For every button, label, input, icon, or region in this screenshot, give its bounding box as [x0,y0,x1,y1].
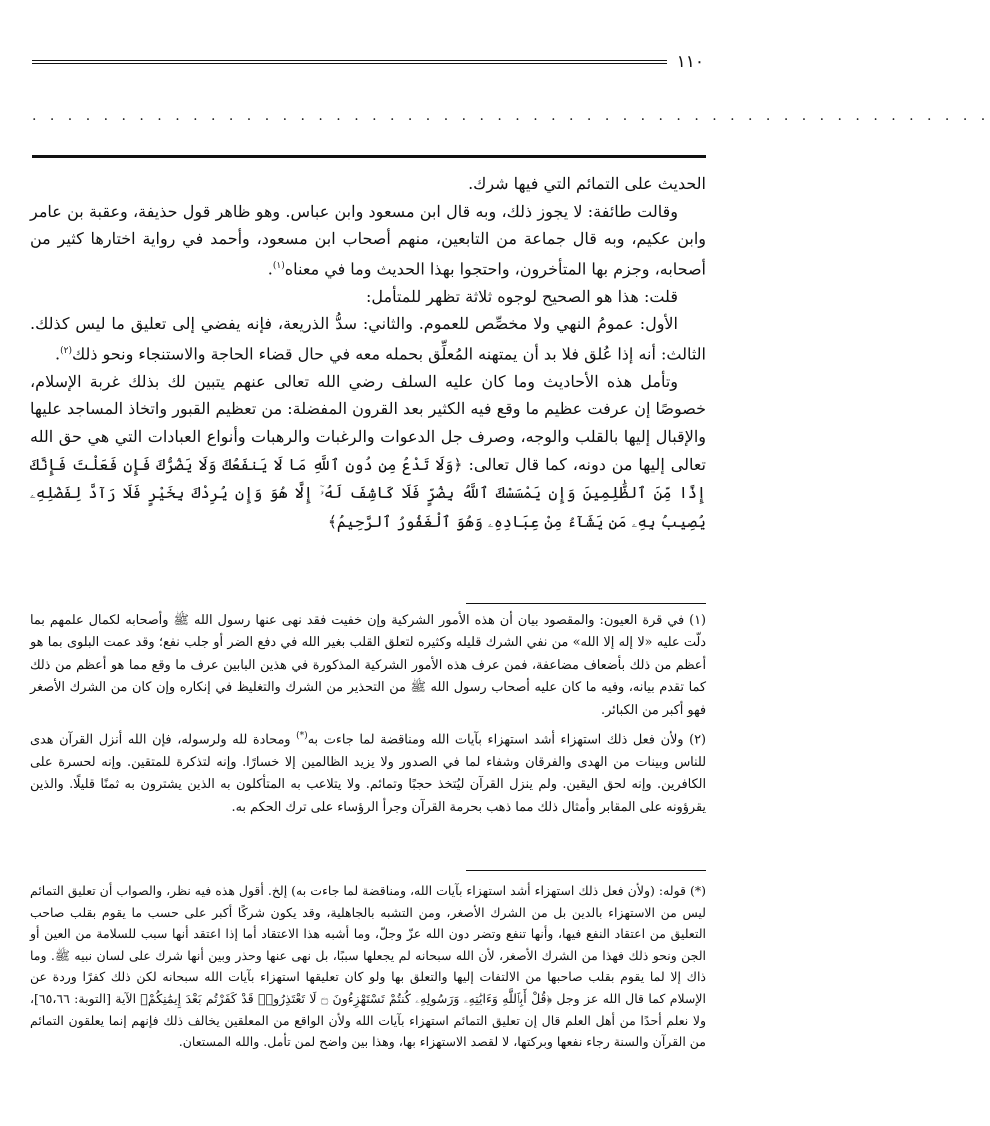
footnote-2 [30,725,706,819]
main-text [30,170,706,590]
footnote-ref-1: (١) [272,260,285,271]
page-number: ١١٠ [676,52,704,72]
paragraph-3: قلت: هذا هو الصحيح لوجوه ثلاثة تظهر للمتأمل: [365,286,678,306]
page-header [32,52,704,72]
paragraph-5-text: وتأمل هذه الأحاديث وما كان عليه السلف رضي الله تعالى عنهم يتبين لك بذلك غربة الإسلام، خصوصًا إن عرفت عظيم ما وقع فيه الكثير بعد القرون المفضلة: من تعظيم القبور واتخاذ المساجد عليها والإقبال إليها بالقلب والوجه، وصرف جل الدعوات والرغبات والرهبات وأنواع العبادات التي هي حق الله تعالى إليها من دونه، كما قال تعالى: [30,371,707,474]
editor-note-ref: (*) [296,731,308,742]
editor-note [30,880,706,1100]
quran-verse: ﴿وَلَا تَدْعُ مِن دُونِ ٱللَّهِ مَا لَا يَنفَعُكَ وَلَا يَضُرُّكَ فَإِن فَعَلْتَ فَإِنَّكَ إِذًا مِّنَ ٱلظَّٰلِمِينَ وَإِن يَمْسَسْكَ ٱللَّهُ بِضُرٍّ فَلَا كَاشِفَ لَهُۥٓ إِلَّا هُوَ وَإِن يُرِدْكَ بِخَيْرٍ فَلَا رَآدَّ لِفَضْلِهِۦ يُصِيبُ بِهِۦ مَن يَشَآءُ مِنْ عِبَادِهِۦ وَهُوَ ٱلْغَفُورُ ٱلرَّحِيمُ﴾ [30,455,706,531]
header-rule [32,60,667,64]
section-divider [32,155,706,158]
paragraph-4: الأول: عمومُ النهي ولا مخصِّص للعموم. والثاني: سدُّ الذريعة، فإنه يفضي إلى تعليق ما ليس كذلك. الثالث: أنه إذا عُلق فلا بد أن يمتهنه المُعلِّق بحمله معه في حال قضاء الحاجة والاستنجاء ونحو ذلك$^{(٢)}$. [30,314,706,364]
paragraph-5 [30,368,706,537]
footnote-1: (١) في قرة العيون: والمقصود بيان أن هذه الأمور الشركية وإن خفيت فقد نهى عنها رسول الله ﷺ وأصحابه لكمال علمهم بما دلّت عليه «لا إله إلا الله» من نفي الشرك قليله وكثيره لتعلق القلب بغير الله في دفع الضر أو جلب نفع؛ وقد عمت البلوى بما هو أعظم من ذلك بأضعاف مضاعفة، فمن عرف هذه الأمور الشركية المذكورة في هذين البابين عرف ما وقع مما هو أعظم من ذلك كما تقدم بيانه، وفيه ما كان عليه أصحاب رسول الله ﷺ من التحذير من الشرك والتغليظ في إنكاره وإن كان من الشرك الأصغر فهو أكبر من الكبائر. [30,613,706,718]
editor-note-divider [466,870,706,871]
footnote-divider [466,603,706,604]
footnote-2-text-a: (٢) ولأن فعل ذلك استهزاء أشد استهزاء بآيات الله ومناقضة لما جاءت به [307,732,706,748]
footnote-ref-2: (٢) [60,345,72,356]
paragraph-4-text: الأول: عمومُ النهي ولا مخصِّص للعموم. والثاني: سدُّ الذريعة، فإنه يفضي إلى تعليق ما ليس كذلك. الثالث: أنه إذا عُلق فلا بد أن يمتهنه المُعلِّق بحمله معه في حال قضاء الحاجة والاستنجاء ونحو ذلك [30,314,706,364]
paragraph-1: الحديث على التمائم التي فيها شرك. [468,174,706,193]
dotted-separator: . . . . . . . . . . . . . . . . . . . . . . . . . . . . . . . . . . . . . . . . . . . . . . . . . . . . . . [32,108,990,124]
paragraph-2: وقالت طائفة: لا يجوز ذلك، وبه قال ابن مسعود وابن عباس. وهو ظاهر قول حذيفة، وعقبة بن عامر وابن عكيم، وبه قال جماعة من التابعين، منهم أصحاب ابن مسعود، وأحمد في رواية اختارها كثير من أصحابه، وجزم بها المتأخرون، واحتجوا بهذا الحديث وما في معناه$^{(١)}$. [30,201,706,279]
footnotes [30,610,706,870]
editor-note-text: (*) قوله: (ولأن فعل ذلك استهزاء أشد استهزاء بآيات الله، ومناقضة لما جاءت به) إلخ. أقول هذه فيه نظر، والصواب أن تعليق التمائم ليس من الاستهزاء بالدين بل من الشرك الأصغر، ومن التشبه بالجاهلية، وقد يكون شركًا أكبر على حسب ما يقوم بقلب صاحب التعليق من اعتقاد النفع فيها، وأنها تنفع وتضر دون الله عزّ وجلّ، وما أشبه هذا الاعتقاد أما إذا اعتقد أنها سبب للسلامة من العين أو الجن ونحو ذلك فهذا من الشرك الأصغر، لأن الله سبحانه لم يجعلها سببًا، بل نهى عنها وحذر وبين أنها شرك على لسان نبيه ﷺ. وما ذاك إلا لما يقوم بقلب صاحبها من الالتفات إليها والتعلق بها ولو كان تعليقها استهزاء بآيات الله سبحانه لكن ذلك كفرًا وردة عن الإسلام كما قال الله عز وجل ﴿قُلْ أَبِٱللَّهِ وَءَايَٰتِهِۦ وَرَسُولِهِۦ كُنتُمْ تَسْتَهْزِءُونَ ۝ لَا تَعْتَذِرُوا۟ قَدْ كَفَرْتُم بَعْدَ إِيمَٰنِكُمْ﴾ الآية [التوبة: ٦٥،٦٦]، ولا نعلم أحدًا من أهل العلم قال إن تعليق التمائم استهزاء بآيات الله ولأن الواقع من المعلقين يخالف ذلك فإنهم إنما يعلقون التمائم من القرآن والسنة رجاء نفعها وبركتها، لا لقصد الاستهزاء بها، وهذا بين واضح لمن تأمل. والله المستعان. [30,883,706,1050]
footnote-2-text-b: ومحادة لله ولرسوله، فإن الله أنزل القرآن هدى للناس وبينات من الهدى والفرقان وشفاء لما في الصدور ولا يزيد الظالمين إلا خسارًا. وإنه لتذكرة للمتقين. وإنه لحسرة على الكافرين. وإنه لحق اليقين. ولم ينزل القرآن ليُتخذ حجبًا وتمائم. ولا يتلاعب به المتأكلون به الذين يشترون به ثمنًا قليلًا. والذين يقرؤونه على المقابر وأمثال ذلك مما ذهب بحرمة القرآن وجرأ الرؤساء على ترك الحكم به. [30,732,706,815]
paragraph-2-text: وقالت طائفة: لا يجوز ذلك، وبه قال ابن مسعود وابن عباس. وهو ظاهر قول حذيفة، وعقبة بن عامر وابن عكيم، وبه قال جماعة من التابعين، منهم أصحاب ابن مسعود، وأحمد في رواية اختارها كثير من أصحابه، وجزم بها المتأخرون، واحتجوا بهذا الحديث وما في معناه [30,201,706,279]
